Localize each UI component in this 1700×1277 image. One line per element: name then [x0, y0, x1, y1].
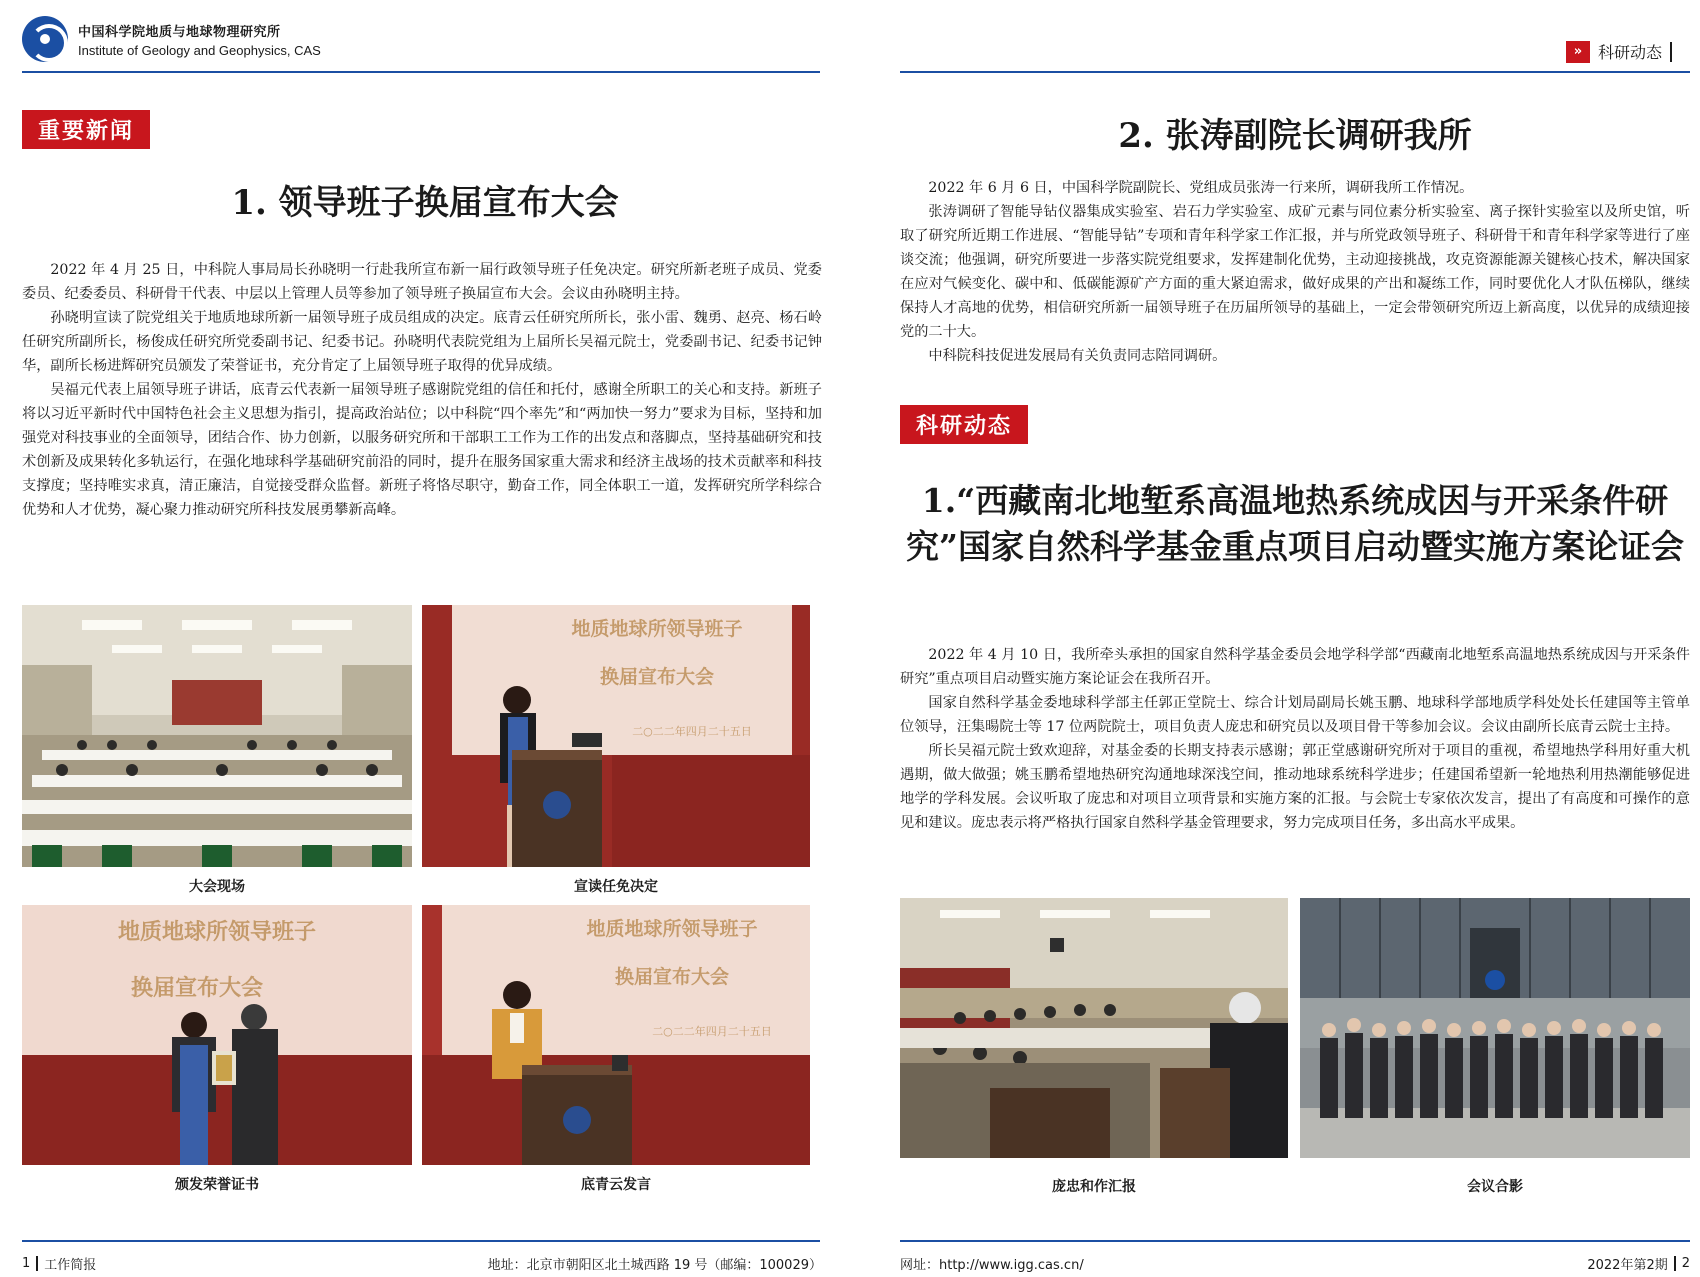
header-brand	[22, 16, 321, 62]
photo-announcement-speaker	[422, 605, 810, 867]
header-rule	[22, 71, 820, 73]
right-footer-website	[900, 1254, 1084, 1273]
footer-divider	[1674, 1256, 1676, 1271]
publication-name: 工作简报	[44, 1258, 97, 1273]
left-article-body	[22, 258, 822, 522]
left-footer-pagination	[22, 1254, 96, 1273]
photo-group	[1300, 898, 1690, 1158]
section-divider	[1670, 42, 1672, 62]
photo-caption: 颁发荣誉证书	[175, 1177, 259, 1193]
running-section-label	[1566, 40, 1672, 63]
section-tag-research-news: 科研动态	[900, 405, 1028, 444]
left-headline: 1. 领导班子换届宣布大会	[231, 183, 619, 223]
left-footer-address	[488, 1254, 822, 1273]
photo-caption: 大会现场	[189, 879, 245, 895]
photo-caption: 会议合影	[1467, 1179, 1523, 1195]
photo-project-report	[900, 898, 1288, 1158]
photo-caption: 庞忠和作汇报	[1052, 1179, 1136, 1195]
photo-meeting-hall	[22, 605, 412, 867]
screen-title-line2: 换届宣布大会	[130, 976, 264, 1001]
paragraph: 2022 年 4 月 25 日，中科院人事局局长孙晓明一行赴我所宣布新一届行政领导班子任免决定。研究所新老班子成员、党委委员、纪委委员、科研骨干代表、中层以上管理人员等参加了领导班子换届宣布大会。会议由孙晓明主持。	[22, 262, 822, 302]
paragraph: 中科院科技促进发展局有关负责同志陪同调研。	[928, 348, 1227, 364]
paragraph: 国家自然科学基金委地球科学部主任郭正堂院士、综合计划局副局长姚玉鹏、地球科学部地质学科处处长任建国等主管单位领导，汪集暘院士等 17 位两院院士，项目负责人庞忠和研究员以及项目骨干等参加会议。会议由副所长底青云院士主持。	[900, 695, 1690, 735]
footer-divider	[36, 1256, 38, 1271]
website-text: 网址：http://www.igg.cas.cn/	[900, 1258, 1084, 1273]
screen-title-line1: 地质地球所领导班子	[586, 918, 758, 940]
photo-caption: 底青云发言	[581, 1177, 651, 1193]
right-article-main-body	[900, 643, 1690, 835]
right-article-top-body	[900, 176, 1690, 368]
issue-label: 2022年第2期	[1587, 1258, 1668, 1273]
running-section-text: 科研动态	[1597, 43, 1662, 62]
screen-title-line1: 地质地球所领导班子	[117, 920, 317, 945]
paragraph: 2022 年 4 月 10 日，我所牵头承担的国家自然科学基金委员会地学科学部“西藏南北地堑系高温地热系统成因与开采条件研究”重点项目启动暨实施方案论证会在我所召开。	[900, 647, 1690, 687]
paragraph: 张涛调研了智能导钻仪器集成实验室、岩石力学实验室、成矿元素与同位素分析实验室、离子探针实验室以及所史馆，听取了研究所近期工作进展、“智能导钻”专项和青年科学家工作汇报，并与所党政领导班子、科研骨干和青年科学家等进行了座谈交流；他强调，研究所要进一步落实院党组要求，发挥建制化优势，主动迎接挑战，攻克资源能源关键核心技术，解决国家在应对气候变化、碳中和、低碳能源矿产方面的重大紧迫需求，做好成果的产出和凝练工作，同时要优化人才队伍梯队，继续保持人才高地的优势，相信研究所新一届领导班子在历届所领导的基础上，一定会带领研究所迈上新高度，以优异的成绩迎接党的二十大。	[900, 204, 1690, 340]
paragraph: 孙晓明宣读了院党组关于地质地球所新一届领导班子成员组成的决定。底青云任研究所所长，张小雷、魏勇、赵亮、杨石岭任研究所副所长，杨俊成任研究所党委副书记、纪委书记。孙晓明代表院党组为上届所长吴福元院士，党委副书记、纪委书记钟华，副所长杨进辉研究员颁发了荣誉证书，充分肯定了上届领导班子取得的优异成绩。	[22, 310, 822, 374]
header-rule	[900, 71, 1690, 73]
paragraph: 吴福元代表上届领导班子讲话，底青云代表新一届领导班子感谢院党组的信任和托付，感谢全所职工的关心和支持。新班子将以习近平新时代中国特色社会主义思想为指引，提高政治站位；以中科院“四个率先”和“两加快一努力”要求为目标，坚持和加强党对科技事业的全面领导，团结合作、协力创新，以服务研究所和干部职工工作为工作的出发点和落脚点，坚持基础研究和技术创新及成果转化多轨运行，在强化地球科学基础研究前沿的同时，提升在服务国家重大需求和经济主战场的技术贡献率和科技支撑度；坚持唯实求真，清正廉洁，自觉接受群众监督。新班子将恪尽职守，勤奋工作，同全体职工一道，发挥研究所学科综合优势和人才优势，凝心聚力推动研究所科技发展勇攀新高峰。	[22, 382, 822, 518]
paragraph: 所长吴福元院士致欢迎辞，对基金委的长期支持表示感谢；郭正堂感谢研究所对于项目的重视，希望地热学科用好重大机遇期，做大做强；姚玉鹏希望地热研究沟通地球深浅空间，推动地球系统科学进步；任建国希望新一轮地热利用热潮能够促进地学的学科发展。会议听取了庞忠和对项目立项背景和实施方案的汇报。与会院士专家依次发言，提出了有高度和可操作的意见和建议。庞忠表示将严格执行国家自然科学基金管理要求，努力完成项目任务，多出高水平成果。	[900, 743, 1690, 831]
org-name-cn: 中国科学院地质与地球物理研究所	[78, 24, 281, 40]
screen-date: 二○二二年四月二十五日	[652, 1025, 772, 1038]
address-text: 地址：北京市朝阳区北土城西路 19 号（邮编：100029）	[487, 1258, 822, 1273]
photo-certificate-award	[22, 905, 412, 1165]
screen-title-line2: 换届宣布大会	[599, 666, 715, 688]
screen-title-line2: 换届宣布大会	[614, 966, 730, 988]
photo-director-speech	[422, 905, 810, 1165]
page-number: 1	[22, 1256, 31, 1271]
right-footer-pagination	[1587, 1254, 1690, 1273]
page-number: 2	[1681, 1256, 1690, 1271]
institute-logo-icon	[22, 16, 68, 62]
double-chevron-icon: »	[1566, 41, 1590, 63]
right-page	[850, 0, 1700, 1277]
footer-rule	[900, 1240, 1690, 1242]
paragraph: 2022 年 6 月 6 日，中国科学院副院长、党组成员张涛一行来所，调研我所工作情况。	[928, 180, 1474, 196]
right-headline-top: 2. 张涛副院长调研我所	[1118, 116, 1472, 156]
footer-rule	[22, 1240, 820, 1242]
photo-caption: 宣读任免决定	[574, 879, 658, 895]
section-tag-important-news: 重要新闻	[22, 110, 150, 149]
org-name-en: Institute of Geology and Geophysics, CAS	[78, 42, 321, 58]
screen-date: 二○二二年四月二十五日	[632, 725, 752, 738]
right-headline-main: 1.“西藏南北地堑系高温地热系统成因与开采条件研究”国家自然科学基金重点项目启动暨实施方案论证会	[906, 481, 1684, 566]
screen-title-line1: 地质地球所领导班子	[571, 618, 743, 640]
